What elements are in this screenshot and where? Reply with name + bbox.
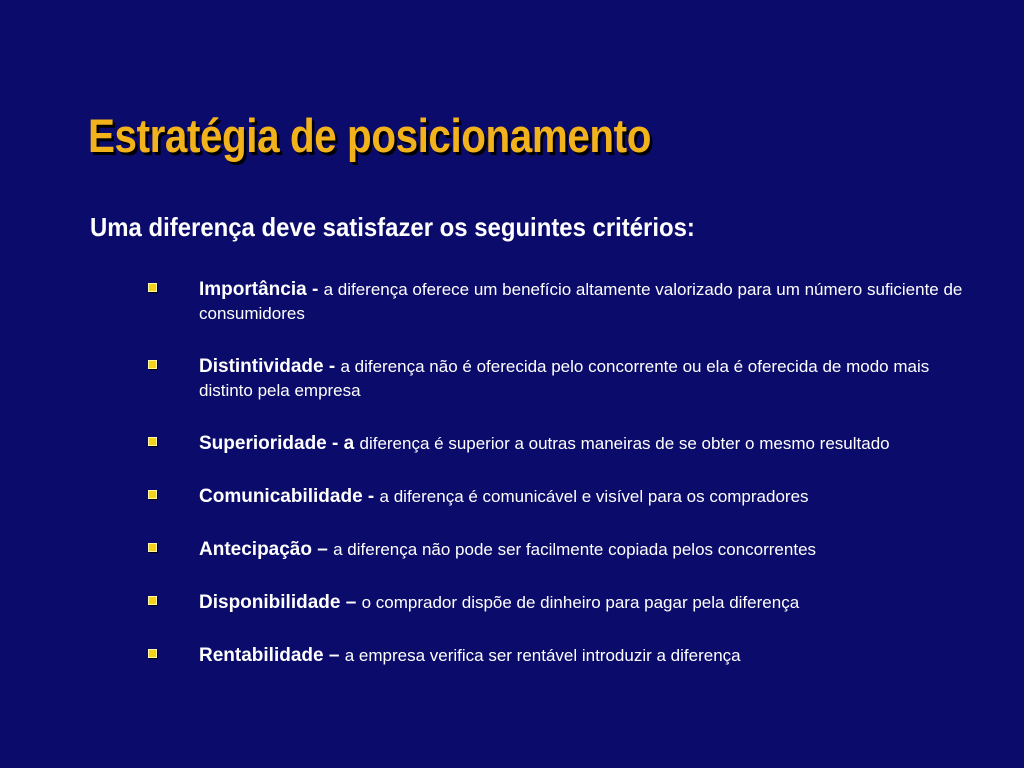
criterion-description: a diferença não é oferecida pelo concorrente ou ela é oferecida de modo mais distinto pela empresa (199, 357, 930, 400)
list-item-text (199, 355, 974, 403)
list-item-text (199, 485, 974, 509)
square-bullet-icon (148, 649, 157, 658)
square-bullet-icon (148, 543, 157, 552)
square-bullet-icon (148, 437, 157, 446)
criterion-term: Distintividade - (199, 356, 341, 377)
criterion-term: Rentabilidade – (199, 645, 345, 666)
criterion-term: Importância - (199, 279, 324, 300)
square-bullet-icon (148, 596, 157, 605)
slide-subtitle: Uma diferença deve satisfazer os seguintes critérios: (90, 212, 695, 242)
list-item-text (199, 432, 974, 456)
criterion-description: a diferença não pode ser facilmente copiada pelos concorrentes (333, 540, 817, 559)
criterion-term: Superioridade - a (199, 433, 360, 454)
criterion-description: a empresa verifica ser rentável introduzir a diferença (344, 646, 741, 665)
square-bullet-icon (148, 490, 157, 499)
slide-title: Estratégia de posicionamento (88, 109, 651, 162)
criterion-description: a diferença oferece um benefício altamente valorizado para um número suficiente de consumidores (199, 280, 963, 323)
square-bullet-icon (148, 283, 157, 292)
criterion-term: Disponibilidade – (199, 592, 362, 613)
list-item-text (199, 591, 974, 615)
criterion-description: diferença é superior a outras maneiras de se obter o mesmo resultado (359, 434, 890, 453)
criterion-term: Comunicabilidade - (199, 486, 380, 507)
list-item-text (199, 278, 974, 326)
criterion-term: Antecipação – (199, 539, 334, 560)
criterion-description: a diferença é comunicável e visível para os compradores (379, 487, 809, 506)
list-item-text (199, 644, 974, 668)
list-item-text (199, 538, 974, 562)
square-bullet-icon (148, 360, 157, 369)
criterion-description: o comprador dispõe de dinheiro para pagar pela diferença (361, 593, 800, 612)
